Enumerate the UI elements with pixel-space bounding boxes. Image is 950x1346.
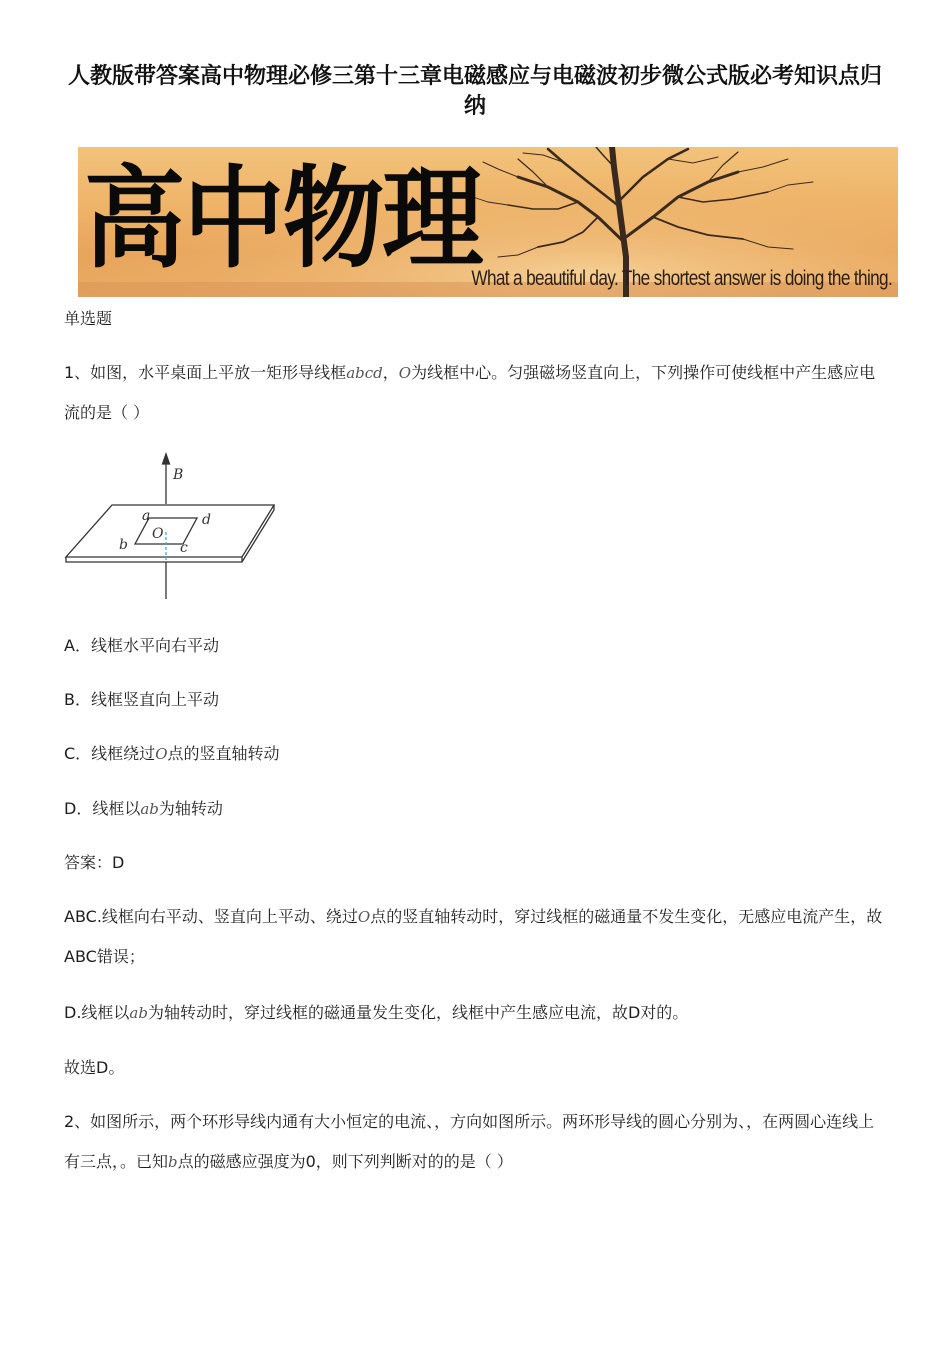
q1-option-d-var: ab	[140, 800, 159, 818]
label-a: a	[142, 508, 151, 524]
q2-stem-text: 2、如图所示，两个环形导线内通有大小恒定的电流、，方向如图所示。两环形导线的圆心分别为、，在两圆心连线上有三点，。已知	[64, 1112, 875, 1171]
q1-exp2-var: ab	[129, 1004, 148, 1022]
q2-stem-rest: 点的磁感应强度为0，则下列判断对的的是（ ）	[177, 1152, 513, 1171]
q1-option-d-pre: D．线框以	[64, 799, 141, 818]
q1-conclusion: 故选D。	[64, 1058, 125, 1077]
label-b-field: B	[173, 467, 184, 483]
q1-option-b: B．线框竖直向上平动	[64, 690, 219, 709]
banner-heading: 高中物理	[84, 154, 482, 283]
q1-exp2-post: 为轴转动时，穿过线框的磁通量发生变化，线框中产生感应电流，故D对的。	[147, 1003, 689, 1022]
q1-exp1-post: 点的竖直轴转动时，穿过线框的磁通量不发生变化，无感应电流产生，故ABC错误；	[64, 907, 883, 966]
q2-var-b: b	[168, 1153, 178, 1171]
q1-explanation-2	[64, 993, 884, 1033]
banner-image	[78, 147, 898, 297]
q1-option-c-pre: C．线框绕过	[64, 744, 156, 763]
label-o: O	[152, 526, 164, 542]
section-label: 单选题	[64, 309, 113, 328]
q1-stem-text: 1、如图，水平桌面上平放一矩形导线框	[64, 363, 347, 382]
label-b: b	[119, 537, 128, 553]
q1-option-d-post: 为轴转动	[158, 799, 223, 818]
q1-exp1-var: O	[357, 908, 371, 926]
q1-option-d	[64, 789, 884, 829]
question-1-figure	[62, 452, 282, 604]
q1-option-c	[64, 734, 884, 774]
q1-answer: 答案：D	[64, 853, 125, 872]
arrow-up-icon	[163, 454, 170, 464]
q1-stem-rest: 为线框中心。匀强磁场竖直向上，下列操作可使线框中产生感应电流的是（ ）	[64, 363, 876, 422]
q1-option-a: A．线框水平向右平动	[64, 636, 219, 655]
q1-explanation-1	[64, 897, 884, 977]
q1-stem-comma: ，	[382, 363, 399, 382]
q1-option-c-var: O	[155, 745, 168, 763]
q1-exp2-pre: D.线框以	[64, 1003, 130, 1022]
label-d: d	[202, 512, 211, 528]
q1-option-c-post: 点的竖直轴转动	[167, 744, 280, 763]
question-1-stem	[64, 353, 884, 433]
desk-top	[66, 505, 274, 557]
q1-var-o: O	[398, 364, 412, 382]
label-c: c	[180, 540, 188, 556]
q1-exp1-pre: ABC.线框向右平动、竖直向上平动、绕过	[64, 907, 358, 926]
q1-var-abcd: abcd	[346, 364, 383, 382]
banner-slogan: What a beautiful day. The shortest answer is doing the thing.	[471, 267, 892, 290]
question-2-stem	[64, 1102, 884, 1182]
document-title: 人教版带答案高中物理必修三第十三章电磁感应与电磁波初步微公式版必考知识点归纳	[67, 64, 882, 119]
